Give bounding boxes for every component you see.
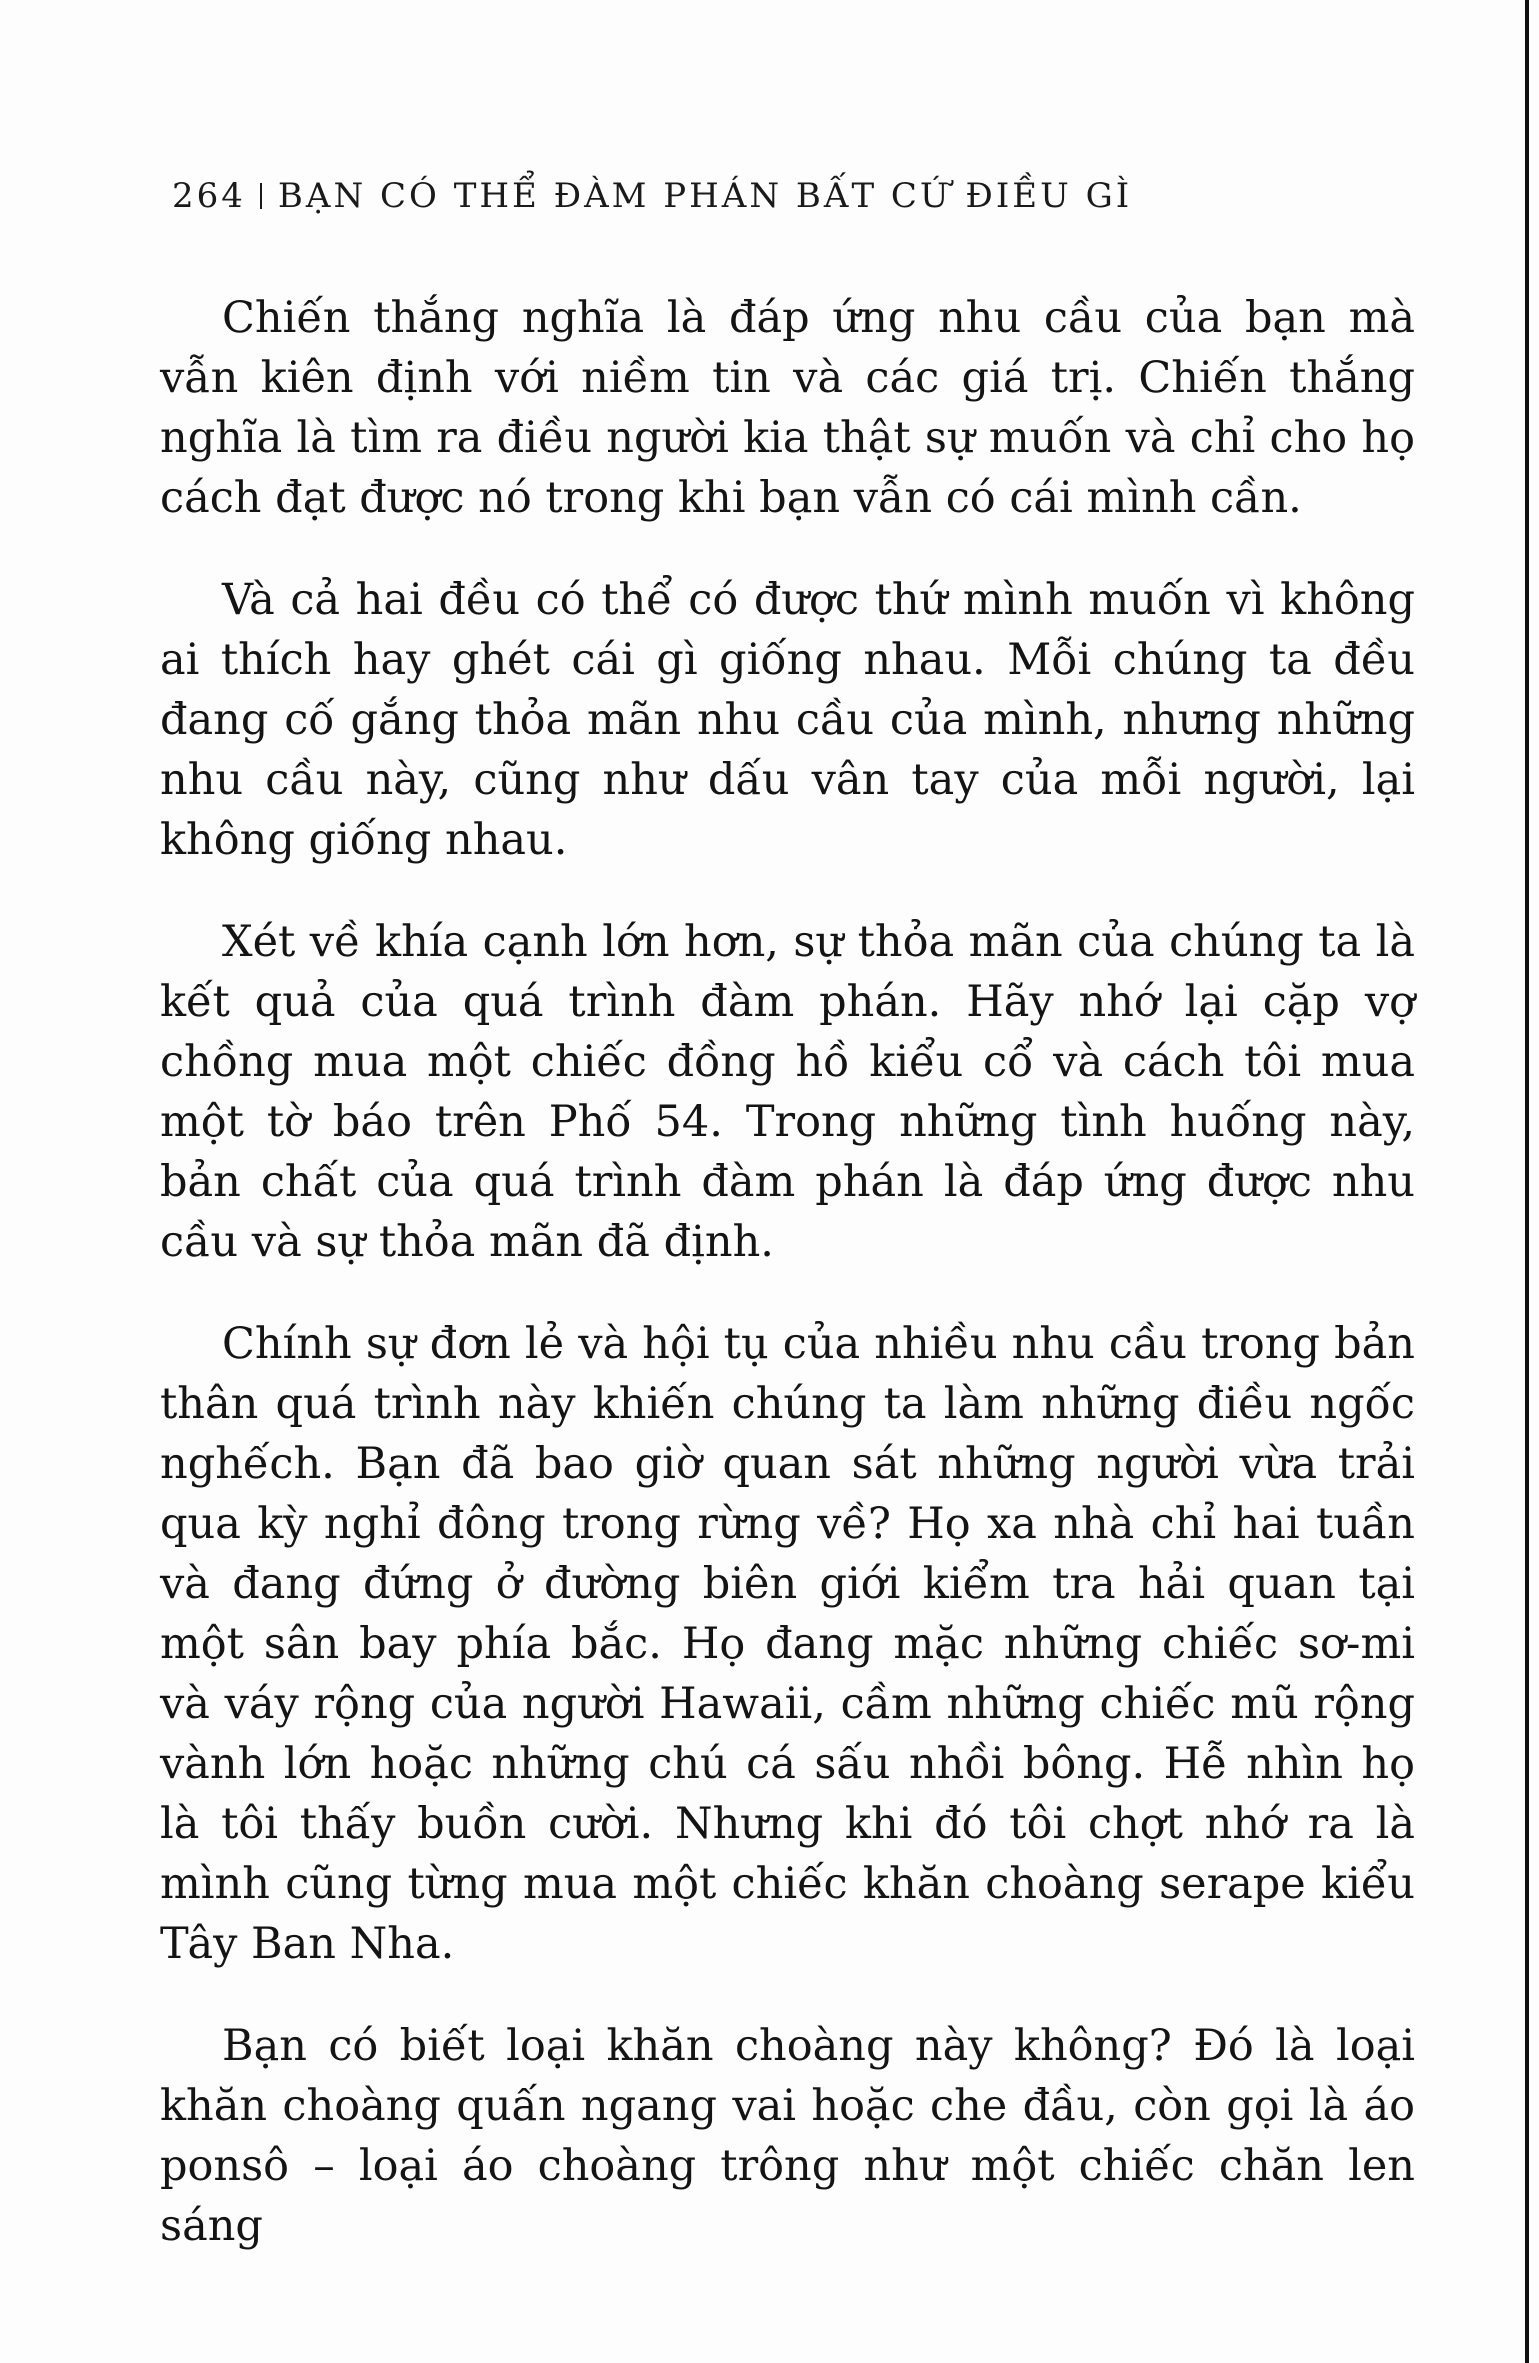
book-title: BẠN CÓ THỂ ĐÀM PHÁN BẤT CỨ ĐIỀU GÌ	[277, 176, 1133, 216]
paragraph: Chính sự đơn lẻ và hội tụ của nhiều nhu cầu trong bản thân quá trình này khiến chúng ta làm những điều ngốc nghếch. Bạn đã bao giờ quan sát những người vừa trải qua kỳ nghỉ đông trong rừng về? Họ xa nhà chỉ hai tuần và đang đứng ở đường biên giới kiểm tra hải quan tại một sân bay phía bắc. Họ đang mặc những chiếc sơ-mi và váy rộng của người Hawaii, cầm những chiếc mũ rộng vành lớn hoặc những chú cá sấu nhồi bông. Hễ nhìn họ là tôi thấy buồn cười. Nhưng khi đó tôi chợt nhớ ra là mình cũng từng mua một chiếc khăn choàng serape kiểu Tây Ban Nha.	[160, 1319, 1415, 1969]
paragraph: Chiến thắng nghĩa là đáp ứng nhu cầu của bạn mà vẫn kiên định với niềm tin và các giá trị. Chiến thắng nghĩa là tìm ra điều người kia thật sự muốn và chỉ cho họ cách đạt được nó trong khi bạn vẫn có cái mình cần.	[160, 293, 1415, 523]
paragraph: Bạn có biết loại khăn choàng này không? Đó là loại khăn choàng quấn ngang vai hoặc che đầu, còn gọi là áo ponsô – loại áo choàng trông như một chiếc chăn len sáng	[160, 2021, 1415, 2251]
header-separator	[260, 183, 262, 209]
page-edge-border	[1525, 0, 1529, 2363]
page-number: 264	[172, 176, 246, 216]
paragraph: Xét về khía cạnh lớn hơn, sự thỏa mãn của chúng ta là kết quả của quá trình đàm phán. Hãy nhớ lại cặp vợ chồng mua một chiếc đồng hồ kiểu cổ và cách tôi mua một tờ báo trên Phố 54. Trong những tình huống này, bản chất của quá trình đàm phán là đáp ứng được nhu cầu và sự thỏa mãn đã định.	[160, 917, 1415, 1267]
page-body	[160, 288, 1415, 2256]
running-header	[172, 176, 1132, 216]
paragraph: Và cả hai đều có thể có được thứ mình muốn vì không ai thích hay ghét cái gì giống nhau. Mỗi chúng ta đều đang cố gắng thỏa mãn nhu cầu của mình, nhưng những nhu cầu này, cũng như dấu vân tay của mỗi người, lại không giống nhau.	[160, 575, 1415, 865]
